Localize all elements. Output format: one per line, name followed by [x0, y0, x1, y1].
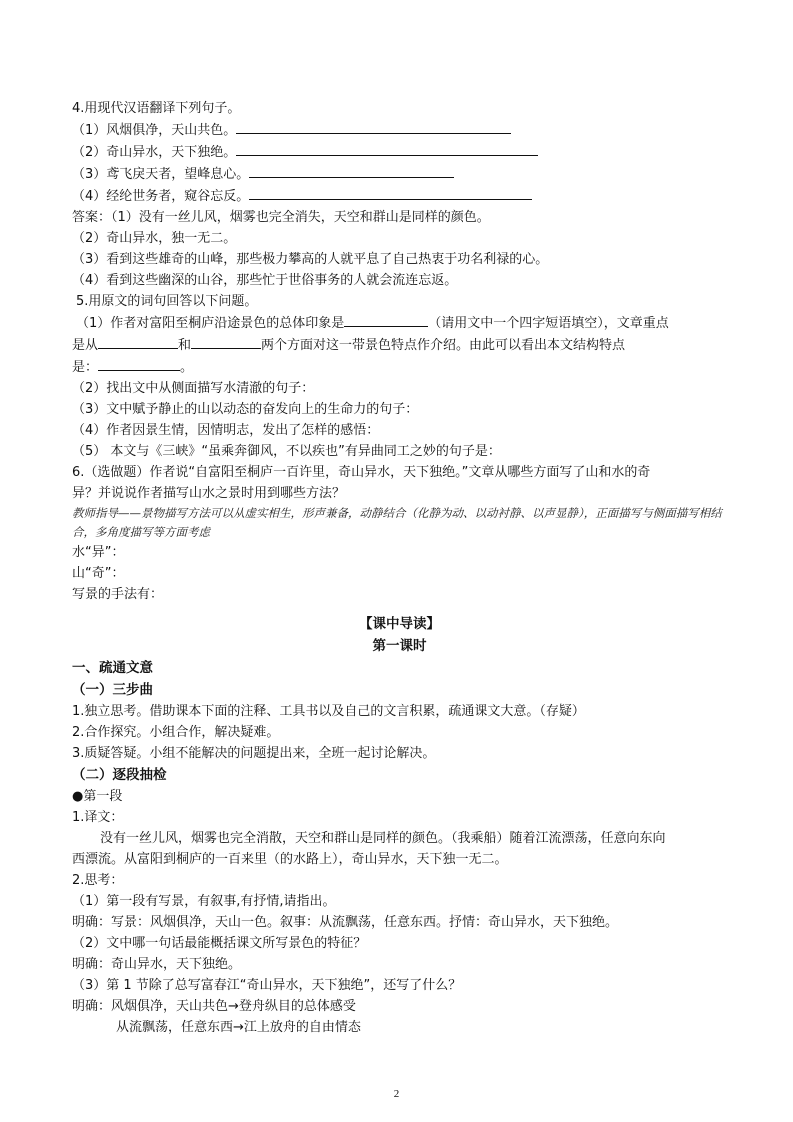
q5-item-2: （2）找出文中从侧面描写水清澈的句子：: [72, 381, 315, 396]
paragraph-label: ●第一段: [72, 789, 123, 804]
step-2: 2.合作探究。小组合作，解决疑难。: [72, 725, 280, 740]
q5-part1-line2: 是从 和 两个方面对这一带景色特点作介绍。由此可以看出本文结构特点: [72, 334, 727, 356]
document-page: [72, 98, 727, 1038]
translation-label: 1.译文：: [72, 810, 124, 825]
q5-part1-line3: 是： 。: [72, 356, 727, 378]
section-subtitle: 第一课时: [372, 638, 427, 654]
teacher-hint: 教师指导——景物描写方法可以从虚实相生，形声兼备，动静结合（化静为动、以动衬静、以声显静），正面描写与侧面描写相结合，多角度描写等方面考虑: [72, 506, 722, 539]
page-number: 2: [393, 1088, 400, 1100]
think-a2: 明确：奇山异水，天下独绝。: [72, 957, 242, 972]
translate-item-2: （2）奇山异水，天下独绝。: [72, 141, 727, 163]
step-1: 1.独立思考。借助课本下面的注释、工具书以及自己的文言积累，疏通课文大意。（存疑）: [72, 704, 585, 719]
answer-blank[interactable]: [191, 334, 261, 349]
think-a1: 明确：写景：风烟俱净，天山一色。叙事：从流飘荡，任意东西。抒情：奇山异水，天下独绝。: [72, 915, 619, 930]
translation-line-2: 西漂流。从富阳到桐庐的一百来里（的水路上），奇山异水，天下独一无二。: [72, 852, 508, 867]
translate-item-1: （1）风烟俱净，天山共色。: [72, 119, 727, 141]
answer-blank[interactable]: [98, 334, 178, 349]
mountain-prompt: 山“奇”：: [72, 566, 125, 581]
water-prompt: 水“异”：: [72, 545, 125, 560]
think-q1: （1）第一段有写景，有叙事,有抒情,请指出。: [72, 894, 336, 909]
section-title: 【课中导读】: [359, 616, 440, 632]
q5-item-5: （5） 本文与《三峡》“虽乘奔御风，不以疾也”有异曲同工之妙的句子是：: [72, 444, 501, 459]
question-4-title: 4.用现代汉语翻译下列句子。: [72, 101, 241, 116]
think-q2: （2）文中哪一句话最能概括课文所写景色的特征？: [72, 936, 367, 951]
answer-blank[interactable]: [344, 312, 428, 327]
think-label: 2.思考：: [72, 873, 124, 888]
q5-item-4: （4）作者因景生情，因情明志，发出了怎样的感悟：: [72, 423, 380, 438]
q5-part1-line1: （1）作者对富阳至桐庐沿途景色的总体印象是 （请用文中一个四字短语填空），文章重点: [72, 312, 727, 334]
answer-line-2: （2）奇山异水，独一无二。: [72, 231, 237, 246]
question-6-line-1: 6.（选做题）作者说“自富阳至桐庐一百许里，奇山异水，天下独绝。”文章从哪些方面写了山和水的奇: [72, 465, 651, 480]
answer-blank[interactable]: [236, 119, 511, 134]
translate-item-4: （4）经纶世务者，窥谷忘反。: [72, 185, 727, 207]
method-prompt: 写景的手法有：: [72, 587, 164, 602]
answer-line-1: 答案：（1）没有一丝儿风，烟雾也完全消失，天空和群山是同样的颜色。: [72, 210, 490, 225]
heading-1-2: （二）逐段抽检: [72, 767, 167, 783]
think-a3-line-2: 从流飘荡，任意东西→江上放舟的自由情态: [116, 1020, 361, 1035]
think-a3-line-1: 明确：风烟俱净，天山共色→登舟纵目的总体感受: [72, 999, 356, 1014]
translation-line-1: 没有一丝儿风，烟雾也完全消散，天空和群山是同样的颜色。（我乘船）随着江流漂荡，任意向东向: [100, 831, 666, 846]
heading-1: 一、疏通文意: [72, 660, 153, 676]
think-q3: （3）第 1 节除了总写富春江“奇山异水，天下独绝”，还写了什么？: [72, 978, 462, 993]
answer-blank[interactable]: [236, 141, 538, 156]
heading-1-1: （一）三步曲: [72, 682, 153, 698]
answer-blank[interactable]: [249, 185, 532, 200]
answer-line-3: （3）看到这些雄奇的山峰，那些极力攀高的人就平息了自己热衷于功名利禄的心。: [72, 252, 549, 267]
question-5-title: 5.用原文的词句回答以下问题。: [76, 294, 258, 309]
answer-blank[interactable]: [249, 163, 454, 178]
question-6-line-2: 异？并说说作者描写山水之景时用到哪些方法？: [72, 486, 346, 501]
answer-line-4: （4）看到这些幽深的山谷，那些忙于世俗事务的人就会流连忘返。: [72, 273, 458, 288]
answer-blank[interactable]: [98, 356, 180, 371]
q5-item-3: （3）文中赋予静止的山以动态的奋发向上的生命力的句子：: [72, 402, 419, 417]
step-3: 3.质疑答疑。小组不能解决的问题提出来，全班一起讨论解决。: [72, 746, 436, 761]
translate-item-3: （3）鸢飞戾天者，望峰息心。: [72, 163, 727, 185]
